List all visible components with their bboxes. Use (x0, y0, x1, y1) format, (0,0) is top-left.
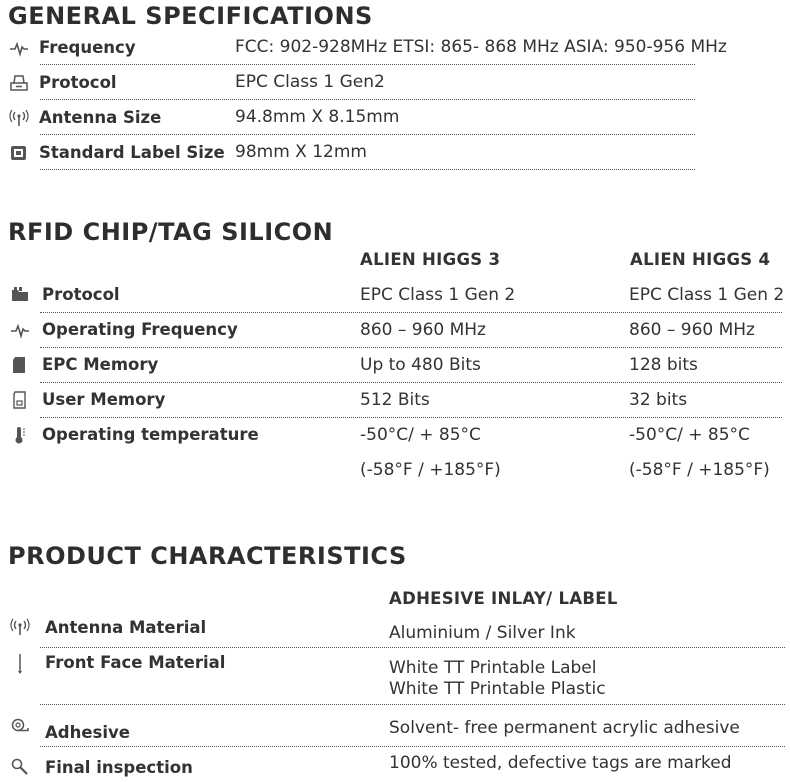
product-value-final-inspection: 100% tested, defective tags are marked (389, 753, 732, 773)
general-value-frequency: FCC: 902-928MHz ETSI: 865- 868 MHz ASIA: 950-956 MHz (235, 37, 727, 57)
general-value-protocol: EPC Class 1 Gen2 (235, 72, 385, 92)
pulse-icon (10, 320, 30, 340)
folder-icon (10, 285, 30, 305)
divider (40, 704, 785, 705)
divider (40, 417, 782, 418)
divider (40, 134, 695, 135)
pulse-icon (9, 38, 29, 58)
rfid-v2-temperature-f: (-58°F / +185°F) (629, 460, 770, 480)
product-value-adhesive: Solvent- free permanent acrylic adhesive (389, 718, 740, 738)
rfid-v2-operating-temperature: -50°C/ + 85°C (629, 425, 750, 445)
general-title: GENERAL SPECIFICATIONS (8, 2, 373, 30)
divider (40, 64, 695, 65)
rfid-label-user-memory: User Memory (42, 390, 166, 409)
rfid-v2-operating-frequency: 860 – 960 MHz (629, 320, 755, 340)
product-title: PRODUCT CHARACTERISTICS (8, 542, 407, 570)
product-value-antenna-material: Aluminium / Silver Ink (389, 623, 576, 643)
label-icon (9, 143, 29, 163)
rfid-col-higgs4: ALIEN HIGGS 4 (630, 250, 771, 269)
antenna-icon (9, 108, 29, 128)
product-label-adhesive: Adhesive (45, 723, 130, 742)
tray-icon (9, 73, 29, 93)
rfid-col-higgs3: ALIEN HIGGS 3 (360, 250, 501, 269)
rfid-title: RFID CHIP/TAG SILICON (8, 218, 334, 246)
divider (40, 382, 782, 383)
magnifier-icon (10, 757, 30, 777)
memory-card-icon (10, 390, 30, 410)
rfid-v2-epc-memory: 128 bits (629, 355, 698, 375)
thermometer-icon (10, 425, 30, 445)
rfid-label-operating-frequency: Operating Frequency (42, 320, 238, 339)
general-label-standard-label-size: Standard Label Size (39, 143, 225, 162)
rfid-v1-temperature-f: (-58°F / +185°F) (360, 460, 501, 480)
rfid-label-protocol: Protocol (42, 285, 120, 304)
rfid-v1-epc-memory: Up to 480 Bits (360, 355, 481, 375)
divider (40, 347, 782, 348)
divider (40, 169, 695, 170)
antenna-icon (10, 617, 30, 637)
tape-icon (10, 716, 30, 736)
product-col-adhesive-inlay: ADHESIVE INLAY/ LABEL (389, 589, 618, 608)
rfid-v1-user-memory: 512 Bits (360, 390, 430, 410)
rfid-label-epc-memory: EPC Memory (42, 355, 159, 374)
product-label-final-inspection: Final inspection (45, 758, 193, 777)
general-value-standard-label-size: 98mm X 12mm (235, 142, 367, 162)
sd-card-icon (10, 355, 30, 375)
rfid-v1-operating-frequency: 860 – 960 MHz (360, 320, 486, 340)
pen-icon (10, 653, 30, 675)
divider (40, 99, 695, 100)
product-label-front-face-material: Front Face Material (45, 653, 226, 672)
general-label-protocol: Protocol (39, 73, 117, 92)
divider (40, 312, 782, 313)
product-value-front-face-label: White TT Printable Label (389, 658, 597, 678)
product-value-front-face-plastic: White TT Printable Plastic (389, 679, 606, 699)
divider (40, 647, 785, 648)
rfid-v2-user-memory: 32 bits (629, 390, 688, 410)
general-label-antenna-size: Antenna Size (39, 108, 162, 127)
rfid-v1-protocol: EPC Class 1 Gen 2 (360, 285, 516, 305)
product-label-antenna-material: Antenna Material (45, 618, 207, 637)
general-label-frequency: Frequency (39, 38, 136, 57)
rfid-v1-operating-temperature: -50°C/ + 85°C (360, 425, 481, 445)
general-value-antenna-size: 94.8mm X 8.15mm (235, 107, 400, 127)
divider (40, 746, 785, 747)
rfid-label-operating-temperature: Operating temperature (42, 425, 259, 444)
rfid-v2-protocol: EPC Class 1 Gen 2 (629, 285, 785, 305)
